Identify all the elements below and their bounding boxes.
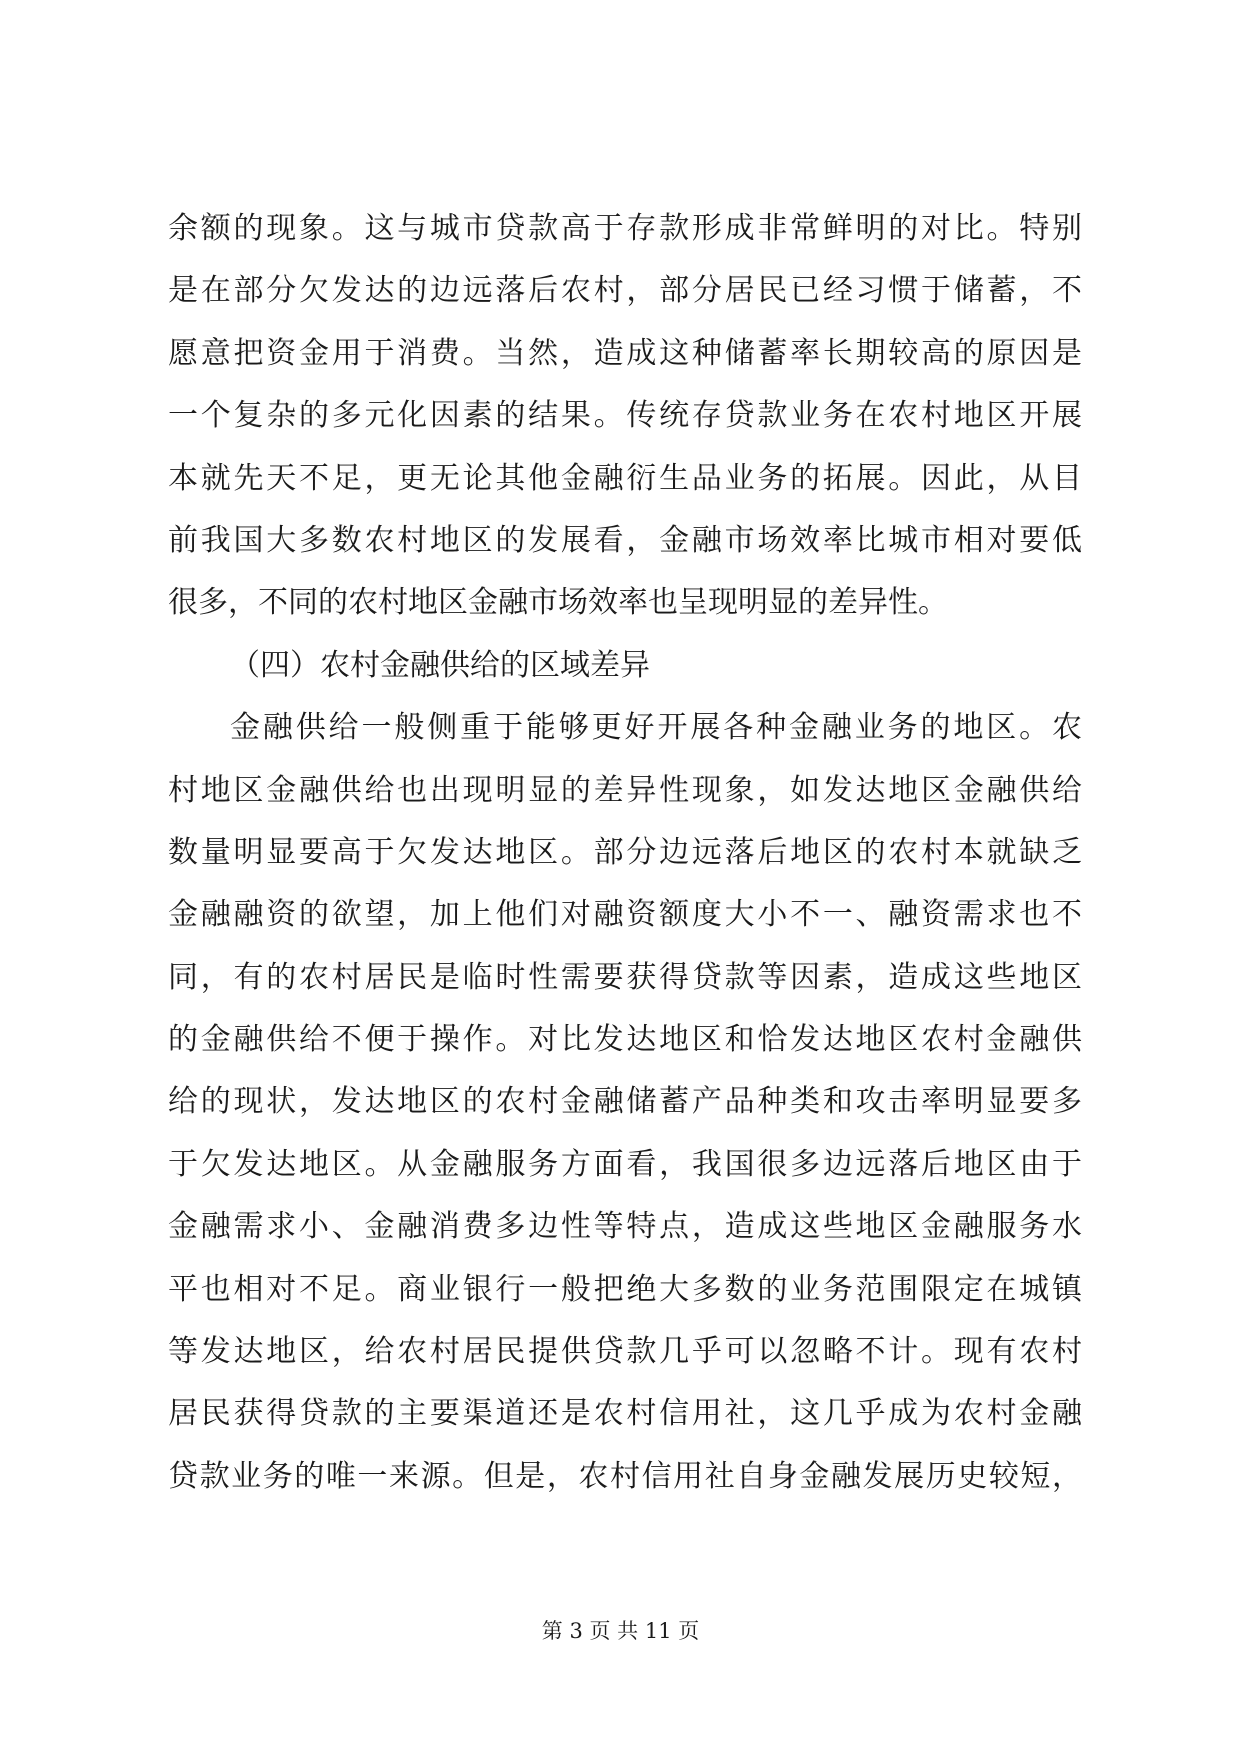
paragraph-line: 余额的现象。这与城市贷款高于存款形成非常鲜明的对比。特别 bbox=[168, 211, 1082, 246]
paragraph-line: 等发达地区，给农村居民提供贷款几乎可以忽略不计。现有农村 bbox=[168, 1334, 1082, 1370]
paragraph-line: 数量明显要高于欠发达地区。部分边远落后地区的农村本就缺乏 bbox=[168, 834, 1082, 870]
paragraph-line: 贷款业务的唯一来源。但是，农村信用社自身金融发展历史较短， bbox=[168, 1458, 1082, 1494]
paragraph-line: 于欠发达地区。从金融服务方面看，我国很多边远落后地区由于 bbox=[168, 1146, 1082, 1182]
page-number-footer: 第 3 页 共 11 页 bbox=[541, 1619, 700, 1643]
section-heading: （四）农村金融供给的区域差异 bbox=[230, 647, 650, 683]
paragraph-line: 金融需求小、金融消费多边性等特点，造成这些地区金融服务水 bbox=[168, 1209, 1082, 1245]
paragraph-first-line: 金融供给一般侧重于能够更好开展各种金融业务的地区。农 bbox=[230, 710, 1082, 746]
paragraph-line: 前我国大多数农村地区的发展看，金融市场效率比城市相对要低 bbox=[168, 522, 1082, 558]
paragraph-line: 村地区金融供给也出现明显的差异性现象，如发达地区金融供给 bbox=[168, 772, 1082, 808]
paragraph-last-line: 很多，不同的农村地区金融市场效率也呈现明显的差异性。 bbox=[168, 585, 948, 621]
paragraph-line: 愿意把资金用于消费。当然，造成这种储蓄率长期较高的原因是 bbox=[168, 335, 1082, 371]
paragraph-line: 给的现状，发达地区的农村金融储蓄产品种类和攻击率明显要多 bbox=[168, 1084, 1082, 1120]
paragraph-line: 的金融供给不便于操作。对比发达地区和恰发达地区农村金融供 bbox=[168, 1022, 1082, 1058]
document-body bbox=[168, 198, 1082, 1508]
paragraph-line: 平也相对不足。商业银行一般把绝大多数的业务范围限定在城镇 bbox=[168, 1271, 1082, 1307]
paragraph-line: 一个复杂的多元化因素的结果。传统存贷款业务在农村地区开展 bbox=[168, 398, 1082, 434]
paragraph-line: 本就先天不足，更无论其他金融衍生品业务的拓展。因此，从目 bbox=[168, 460, 1082, 496]
paragraph-line: 居民获得贷款的主要渠道还是农村信用社，这几乎成为农村金融 bbox=[168, 1396, 1082, 1432]
paragraph-line: 是在部分欠发达的边远落后农村，部分居民已经习惯于储蓄，不 bbox=[168, 273, 1082, 309]
paragraph-line: 同，有的农村居民是临时性需要获得贷款等因素，造成这些地区 bbox=[168, 959, 1082, 995]
paragraph-line: 金融融资的欲望，加上他们对融资额度大小不一、融资需求也不 bbox=[168, 897, 1082, 933]
